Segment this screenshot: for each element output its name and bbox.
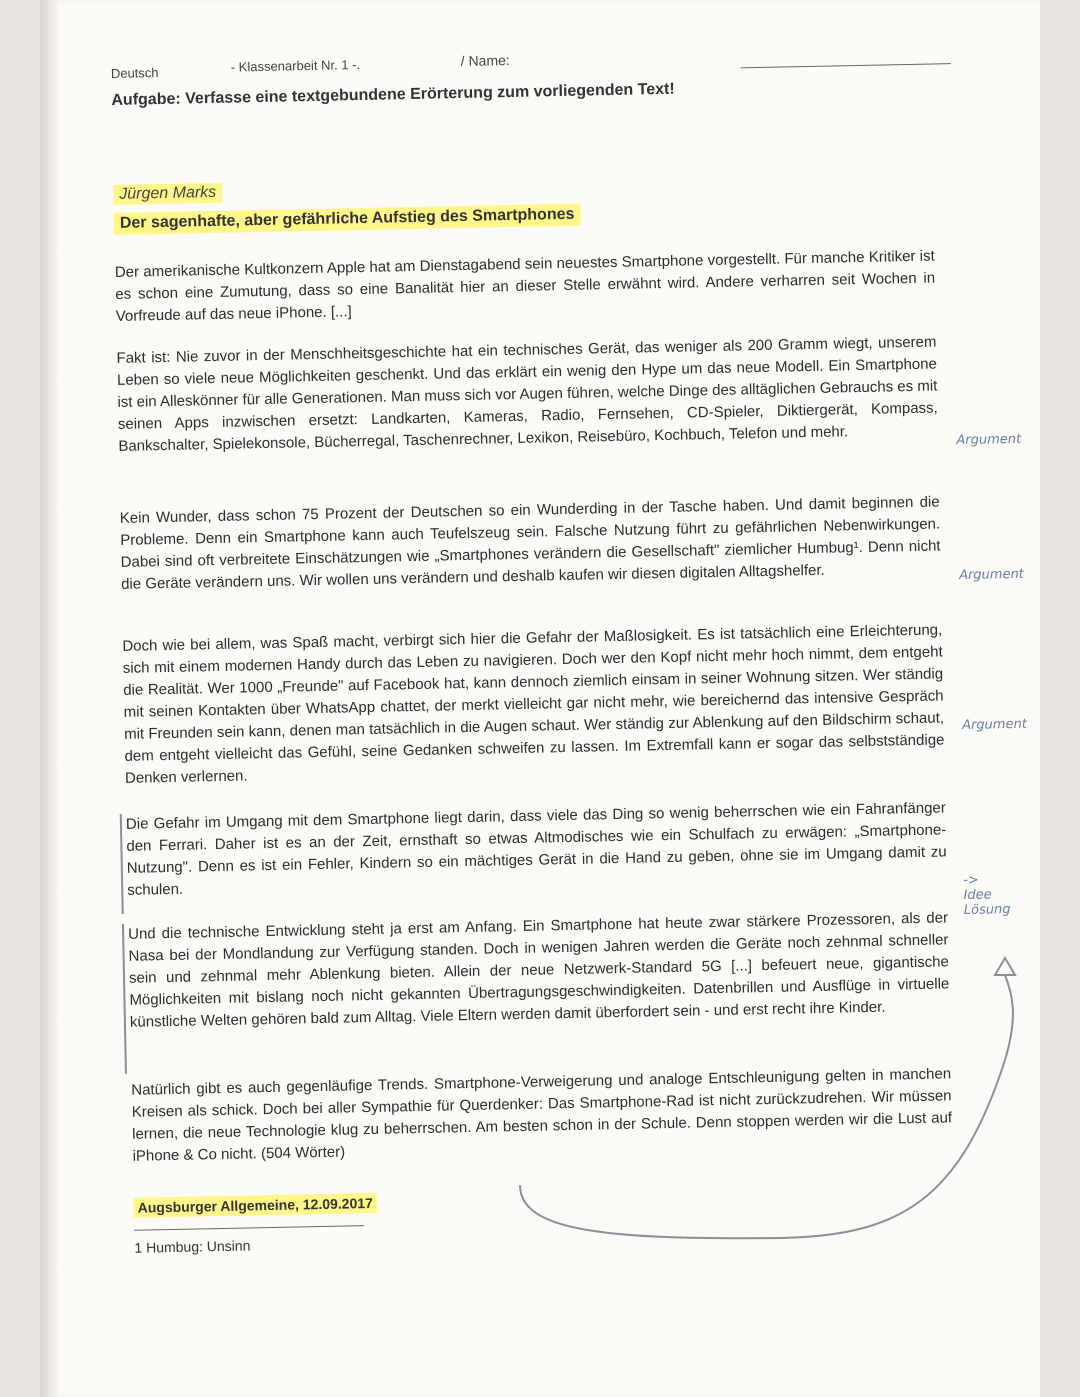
article-title: Der sagenhafte, aber gefährliche Aufstieg des Smartphones: [114, 204, 581, 235]
footnote: 1 Humbug: Unsinn: [134, 1237, 251, 1256]
article-paragraph-5: Die Gefahr im Umgang mit dem Smartphone liegt darin, dass viele das Ding so wenig beherrschen wie ein Fahranfänger den Ferrari. Daher ist es an der Zeit, ernsthaft so etwas Altmodisches wie ein Schulfach zu erwägen: „Smartphone-Nutzung". Denn es ist ein Fehler, Kindern so ein mächtiges Gerät in die Hand zu geben, ohne sie im Umgang damit zu schulen.: [125, 799, 947, 899]
exam-label: - Klassenarbeit Nr. 1 -.: [230, 56, 361, 75]
article-paragraph-3: Kein Wunder, dass schon 75 Prozent der Deutschen so ein Wunderding in der Tasche haben. Und damit beginnen die Probleme. Denn ein Smartphone kann auch Teufelszeug sein. Falsche Nutzung führt zu gefährlichen Nebenwirkungen. Dabei sind oft verbreitete Einschätzungen wie „Smartphones verändern die Gesellschaft" ziemlicher Humbug¹. Denn nicht die Geräte verändern uns. Wir wollen uns verändern und deshalb kaufen wir diesen digitalen Alltagshelfer.: [119, 493, 941, 593]
subject-label: Deutsch: [110, 65, 159, 81]
name-line: [741, 63, 951, 68]
margin-bracket: [120, 814, 124, 914]
article-paragraph-1: Der amerikanische Kultkonzern Apple hat am Dienstagabend sein neuestes Smartphone vorgestellt. Für manche Kritiker ist es schon eine Zumutung, dass so eine Banalität hier an dieser Stelle erwähnt wird. Andere verharren seit Wochen in Vorfreude auf das neue iPhone. [...]: [114, 247, 936, 325]
margin-bracket: [122, 924, 127, 1074]
task-instruction: Aufgabe: Verfasse eine textgebundene Erörterung zum vorliegenden Text!: [111, 80, 675, 109]
margin-note-argument: Argument: [956, 431, 1022, 449]
article-paragraph-2: Fakt ist: Nie zuvor in der Menschheitsgeschichte hat ein technisches Gerät, das weniger als 200 Gramm wiegt, unserem Leben so viele neue Möglichkeiten geschenkt. Und das erklärt ein wenig den Hype um das neue Modell. Ein Smartphone ist ein Alleskönner für alle Generationen. Man muss sich vor Augen führen, welche Dinge des alltäglichen Gebrauchs es mit seinen Apps inzwischen ersetzt: Landkarten, Kameras, Radio, Fernsehen, CD-Spieler, Diktiergerät, Kompass, Bankschalter, Spielekonsole, Bücherregal, Taschenrechner, Lexikon, Reisebüro, Kochbuch, Telefon und mehr.: [116, 333, 938, 455]
article-paragraph-4: Doch wie bei allem, was Spaß macht, verbirgt sich hier die Gefahr der Maßlosigkeit. Es ist tatsächlich eine Erleichterung, sich mit einem modernen Handy durch das Leben zu navigieren. Doch wer den Kopf nicht mehr hoch nimmt, dem entgeht die Realität. Wer 1000 „Freunde" auf Facebook hat, kann dennoch ziemlich einsam in seiner Wohnung sitzen. Wer ständig mit seinen Kontakten über WhatsApp chattet, der merkt vielleicht gar nicht mehr, wie bereichernd das intensive Gespräch mit Freunden sein kann, denen man tatsächlich in die Augen schaut. Wer ständig zur Ablenkung auf den Bildschirm schaut, dem entgeht vielleicht das Gefühl, seine Gedanken schweifen zu lassen. Im Extremfall kann er sogar das selbstständige Denken verlernen.: [122, 621, 945, 787]
paper-sheet: [40, 0, 1040, 1397]
footnote-rule: [134, 1225, 364, 1231]
exam-header: [110, 45, 971, 81]
exam-sheet: [110, 13, 1028, 1330]
margin-note-idee: -> Idee Lösung: [963, 872, 1011, 919]
margin-note-argument: Argument: [958, 566, 1024, 584]
article-author: Jürgen Marks: [113, 183, 222, 205]
name-label: / Name:: [460, 51, 510, 69]
article-paragraph-6: Und die technische Entwicklung steht ja erst am Anfang. Ein Smartphone hat heute zwar stärkere Prozessoren, als der Nasa bei der Mondlandung zur Verfügung standen. Doch in wenigen Jahren werden die Geräte noch zehnmal schneller sein und zehnmal mehr Ablenkung bieten. Allein der neue Netzwerk-Standard 5G [...] befeuert neue, gigantische Möglichkeiten mit bislang noch nicht gekannten Übertragungsgeschwindigkeiten. Datenbrillen und Ausflüge in virtuelle künstliche Welten gehören bald zum Alltag. Viele Eltern werden damit überfordert sein - und erst recht ihre Kinder.: [127, 909, 950, 1031]
article-source: Augsburger Allgemeine, 12.09.2017: [133, 1193, 377, 1218]
margin-note-argument: Argument: [961, 716, 1028, 734]
article-paragraph-7: Natürlich gibt es auch gegenläufige Trends. Smartphone-Verweigerung und analoge Entschleunigung gelten in manchen Kreisen als schick. Doch bei aller Sympathie für Querdenker: Das Smartphone-Rad ist nicht zurückzudrehen. Wir müssen lernen, die neue Technologie klug zu beherrschen. Am besten schon in der Schule. Denn stoppen werden wir die Lust auf iPhone & Co nicht. (504 Wörter): [131, 1065, 953, 1165]
